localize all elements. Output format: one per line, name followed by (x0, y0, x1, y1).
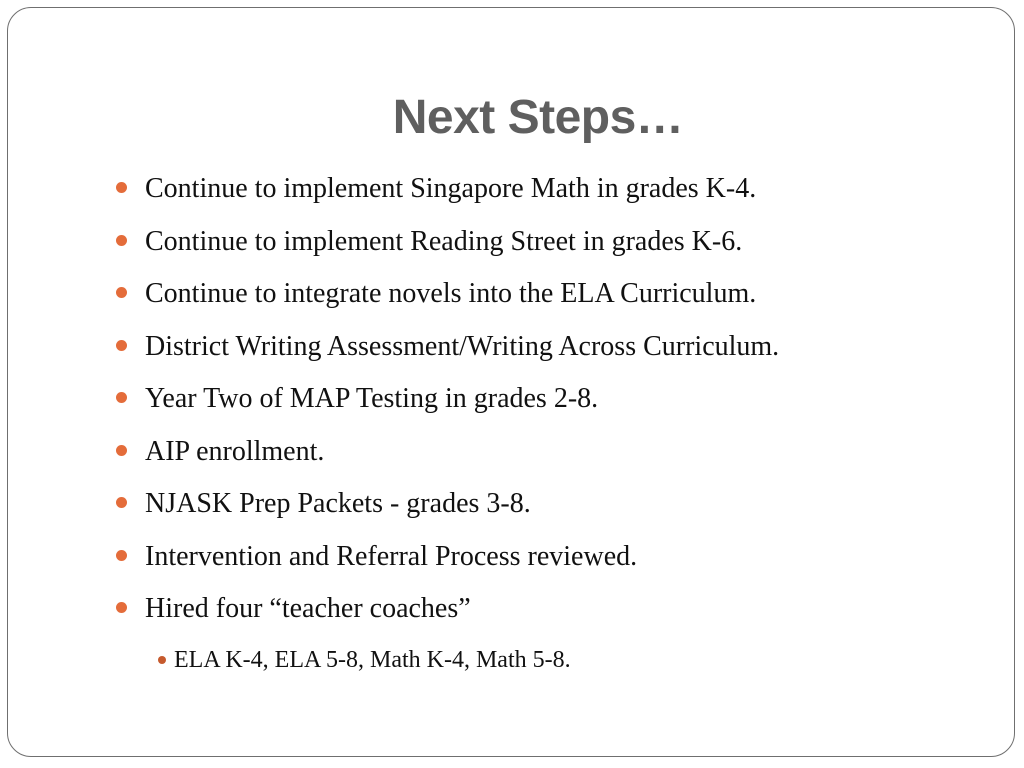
bullet-icon (116, 445, 127, 456)
sub-bullet-text: ELA K-4, ELA 5-8, Math K-4, Math 5-8. (174, 646, 571, 673)
bullet-text: Year Two of MAP Testing in grades 2-8. (145, 383, 599, 414)
bullet-item (116, 216, 779, 269)
bullet-item (116, 531, 779, 584)
bullet-text: NJASK Prep Packets - grades 3-8. (145, 488, 531, 519)
bullet-item (116, 373, 779, 426)
bullet-item (116, 321, 779, 374)
bullet-text: District Writing Assessment/Writing Across Curriculum. (145, 330, 780, 362)
bullet-item (116, 268, 779, 321)
bullet-icon (116, 287, 127, 298)
bullet-icon (116, 550, 127, 561)
bullet-text: Continue to implement Singapore Math in grades K-4. (145, 173, 757, 204)
bullet-list (116, 163, 779, 684)
bullet-text: Intervention and Referral Process reviewed. (145, 540, 638, 572)
bullet-text: Continue to integrate novels into the ELA Curriculum. (145, 278, 757, 309)
bullet-icon (116, 497, 127, 508)
bullet-icon (116, 235, 127, 246)
bullet-icon (116, 182, 127, 193)
bullet-text: Hired four “teacher coaches” (145, 593, 471, 624)
bullet-text: Continue to implement Reading Street in grades K-6. (145, 225, 743, 257)
bullet-item (116, 426, 779, 479)
bullet-text: AIP enrollment. (145, 435, 325, 467)
sub-bullet-icon (158, 656, 166, 664)
bullet-icon (116, 602, 127, 613)
bullet-item (116, 478, 779, 531)
slide-title: Next Steps… (392, 91, 684, 144)
sub-bullet-item (116, 636, 779, 684)
bullet-icon (116, 392, 127, 403)
bullet-icon (116, 340, 127, 351)
bullet-item (116, 583, 779, 636)
bullet-item (116, 163, 779, 216)
